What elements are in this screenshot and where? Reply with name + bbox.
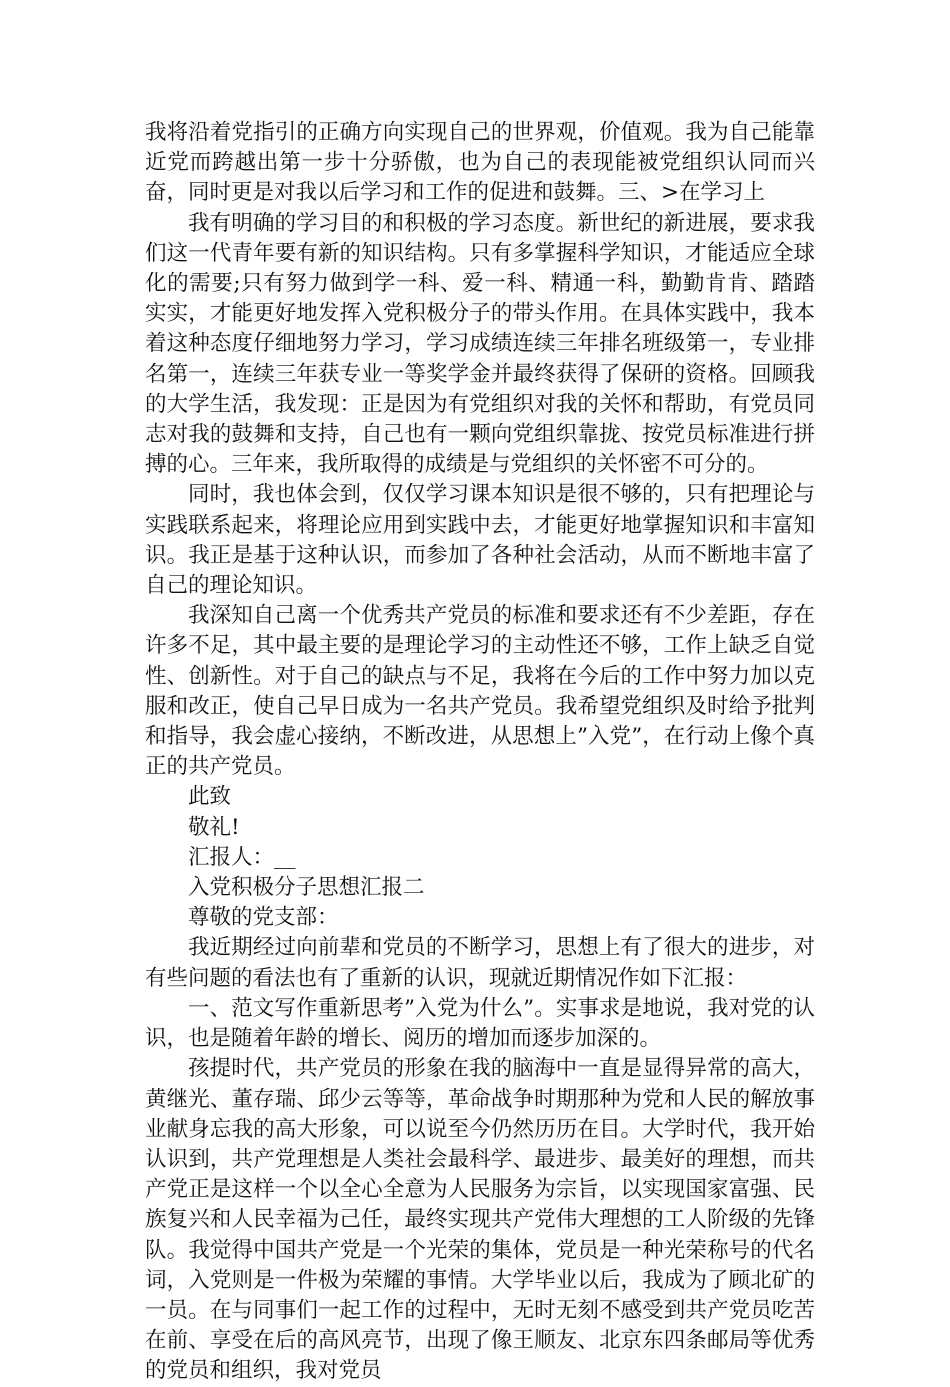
paragraph: 我深知自己离一个优秀共产党员的标准和要求还有不少差距，存在许多不足，其中最主要的是理论学习的主动性还不够，工作上缺乏自觉性、创新性。对于自己的缺点与不足，我将在今后的工作中努力加以克服和改正，使自己早日成为一名共产党员。我希望党组织及时给予批判和指导，我会虚心接纳，不断改进，从思想上”入党”，在行动上像个真正的共产党员。	[145, 603, 815, 780]
paragraph: 我有明确的学习目的和积极的学习态度。新世纪的新进展，要求我们这一代青年要有新的知识结构。只有多掌握科学知识，才能适应全球化的需要;只有努力做到学一科、爱一科、精通一科，勤勤肯肯、踏踏实实，才能更好地发挥入党积极分子的带头作用。在具体实践中，我本着这种态度仔细地努力学习，学习成绩连续三年排名班级第一，专业排名第一，连续三年获专业一等奖学金并最终获得了保研的资格。回顾我的大学生活，我发现：正是因为有党组织对我的关怀和帮助，有党员同志对我的鼓舞和支持，自己也有一颗向党组织靠拢、按党员标准进行拼搏的心。三年来，我所取得的成绩是与党组织的关怀密不可分的。	[145, 210, 815, 478]
reporter-line: 汇报人：__	[188, 844, 296, 870]
paragraph: 我将沿着党指引的正确方向实现自己的世界观，价值观。我为自己能靠近党而跨越出第一步十分骄傲，也为自己的表现能被党组织认同而兴奋，同时更是对我以后学习和工作的促进和鼓舞。三、>在学习上	[145, 120, 815, 206]
document-body	[145, 118, 815, 1387]
closing-regards: 敬礼!	[188, 814, 240, 840]
paragraph: 我近期经过向前辈和党员的不断学习，思想上有了很大的进步，对有些问题的看法也有了重新的认识，现就近期情况作如下汇报：	[145, 935, 815, 991]
paragraph: 同时，我也体会到，仅仅学习课本知识是很不够的，只有把理论与实践联系起来，将理论应用到实践中去，才能更好地掌握知识和丰富知识。我正是基于这种认识，而参加了各种社会活动，从而不断地丰富了自己的理论知识。	[145, 482, 815, 599]
greeting: 尊敬的党支部：	[188, 905, 339, 931]
paragraph: 一、范文写作重新思考”入党为什么”。实事求是地说，我对党的认识，也是随着年龄的增长、阅历的增加而逐步加深的。	[145, 995, 815, 1052]
closing-salutation: 此致	[188, 784, 232, 810]
section-title: 入党积极分子思想汇报二	[188, 875, 425, 901]
paragraph: 孩提时代，共产党员的形象在我的脑海中一直是显得异常的高大，黄继光、董存瑞、邱少云等等，革命战争时期那种为党和人民的解放事业献身忘我的高大形象，可以说至今仍然历历在目。大学时代，我开始认识到，共产党理想是人类社会最科学、最进步、最美好的理想，而共产党正是这样一个以全心全意为人民服务为宗旨，以实现国家富强、民族复兴和人民幸福为己任，最终实现共产党伟大理想的工人阶级的先锋队。我觉得中国共产党是一个光荣的集体，党员是一种光荣称号的代名词，入党则是一件极为荣耀的事情。大学毕业以后，我成为了顾北矿的一员。在与同事们一起工作的过程中，无时无刻不感受到共产党员吃苦在前、享受在后的高风亮节，出现了像王顺友、北京东四条邮局等优秀的党员和组织，我对党员	[145, 1056, 815, 1384]
